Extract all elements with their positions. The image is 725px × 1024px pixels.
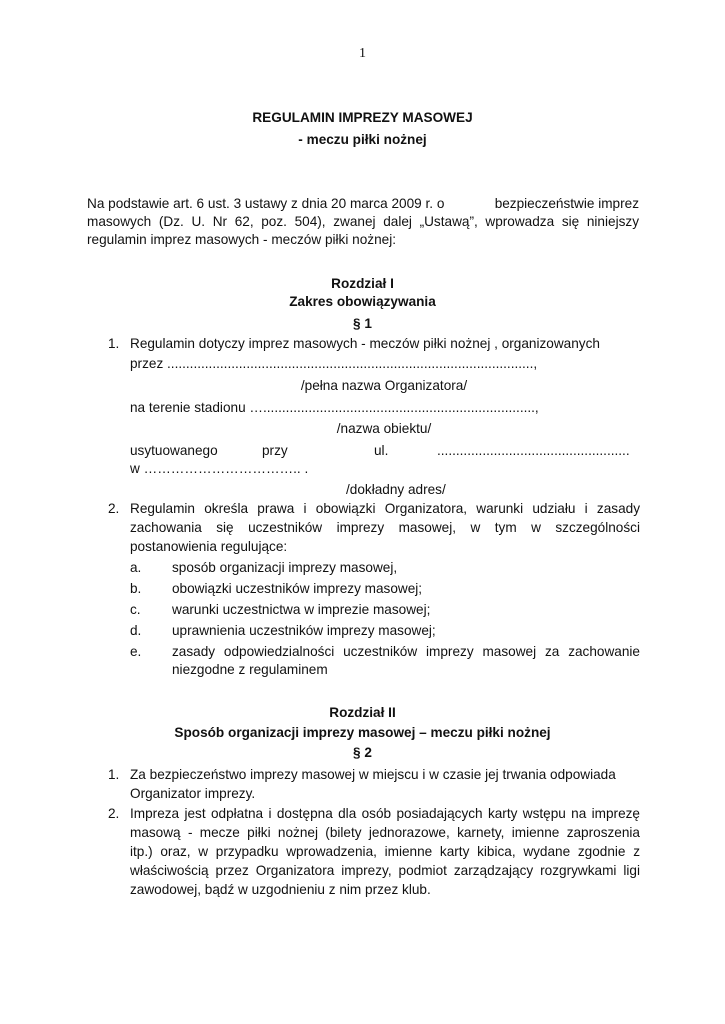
ch1-item-1-line-1: Regulamin dotyczy imprez masowych - meczów piłki nożnej , organizowanych xyxy=(130,336,600,351)
subitem-c-letter: c. xyxy=(130,602,141,617)
subitem-e-letter: e. xyxy=(130,644,142,659)
address-word-3: ul. xyxy=(374,443,389,458)
ch2-item-1-line-1: Za bezpieczeństwo imprezy masowej w miejscu i w czasie jej trwania odpowiada xyxy=(130,767,616,782)
ch2-item-1-number: 1. xyxy=(108,767,120,782)
subitem-e-line-1: zasady odpowiedzialności uczestników imprezy masowej za zachowanie xyxy=(172,644,640,659)
ch1-item-2-line-3: postanowienia regulujące: xyxy=(130,539,288,554)
subitem-d-text: uprawnienia uczestników imprezy masowej; xyxy=(172,623,436,638)
chapter-2-subheading: Sposób organizacji imprezy masowej – meczu piłki nożnej xyxy=(174,725,551,740)
subitem-a-text: sposób organizacji imprezy masowej, xyxy=(172,560,398,575)
preamble-line-2: masowych (Dz. U. Nr 62, poz. 504), zwanej dalej „Ustawą”, wprowadza się niniejszy xyxy=(87,214,639,229)
subitem-d-letter: d. xyxy=(130,623,142,638)
chapter-1-heading: Rozdział I xyxy=(331,276,394,291)
chapter-1-section: § 1 xyxy=(353,316,372,331)
ch2-item-2-line-2: masową - mecze piłki nożnej (bilety jednorazowe, karnety, imienne zaproszenia xyxy=(130,825,640,840)
document-title: REGULAMIN IMPREZY MASOWEJ xyxy=(252,110,473,125)
ch1-item-2-line-2: zachowania się uczestników imprezy masowej, w tym w szczególności xyxy=(130,520,640,535)
ch1-item-1-line-3: na terenie stadionu …........................................................................, xyxy=(130,400,539,415)
address-label: /dokładny adres/ xyxy=(346,482,446,497)
ch1-item-2-line-1: Regulamin określa prawa i obowiązki Organizatora, warunki udziału i zasady xyxy=(130,501,640,516)
subitem-e-line-2: niezgodne z regulaminem xyxy=(172,662,328,677)
ch2-item-1-line-2: Organizator imprezy. xyxy=(130,786,256,801)
ch2-item-2-line-5: zawodowej, bądź w uzgodnieniu z nim przez klub. xyxy=(130,882,431,897)
ch2-item-2-line-3: itp.) oraz, w przypadku wprowadzenia, imienne karty kibica, wydane zgodnie z xyxy=(130,844,640,859)
preamble-line-1-right: bezpieczeństwie imprez xyxy=(494,196,639,211)
ch1-item-2-number: 2. xyxy=(108,501,120,516)
subitem-b-letter: b. xyxy=(130,581,142,596)
chapter-2-section: § 2 xyxy=(353,745,372,760)
chapter-1-subheading: Zakres obowiązywania xyxy=(289,294,436,309)
ch2-item-2-number: 2. xyxy=(108,806,120,821)
preamble-line-3: regulamin imprez masowych - meczów piłki nożnej: xyxy=(87,232,396,247)
preamble-line-1 xyxy=(87,194,639,213)
ch2-item-2-line-1: Impreza jest odpłatna i dostępna dla osób posiadających karty wstępu na imprezę xyxy=(130,806,640,821)
preamble-line-1-left: Na podstawie art. 6 ust. 3 ustawy z dnia 20 marca 2009 r. o xyxy=(87,196,445,211)
subitem-a-letter: a. xyxy=(130,560,142,575)
address-dots: ................................................... xyxy=(437,443,630,458)
organizer-name-label: /pełna nazwa Organizatora/ xyxy=(300,378,468,393)
subitem-b-text: obowiązki uczestników imprezy masowej; xyxy=(172,581,423,596)
document-subtitle: - meczu piłki nożnej xyxy=(298,132,427,147)
ch1-item-1-line-5: w …………………………….. . xyxy=(130,461,309,476)
ch1-item-1-number: 1. xyxy=(108,336,120,351)
address-word-2: przy xyxy=(262,443,288,458)
page-number: 1 xyxy=(359,46,366,61)
subitem-c-text: warunki uczestnictwa w imprezie masowej; xyxy=(172,602,431,617)
venue-name-label: /nazwa obiektu/ xyxy=(336,421,432,436)
chapter-2-heading: Rozdział II xyxy=(329,705,396,720)
address-word-1: usytuowanego xyxy=(130,443,218,458)
ch2-item-2-line-4: właściwością przez Organizatora imprezy, podmiot zarządzający rozgrywkami ligi xyxy=(130,863,640,878)
ch1-item-1-line-2: przez ................................................................................................., xyxy=(130,356,538,371)
